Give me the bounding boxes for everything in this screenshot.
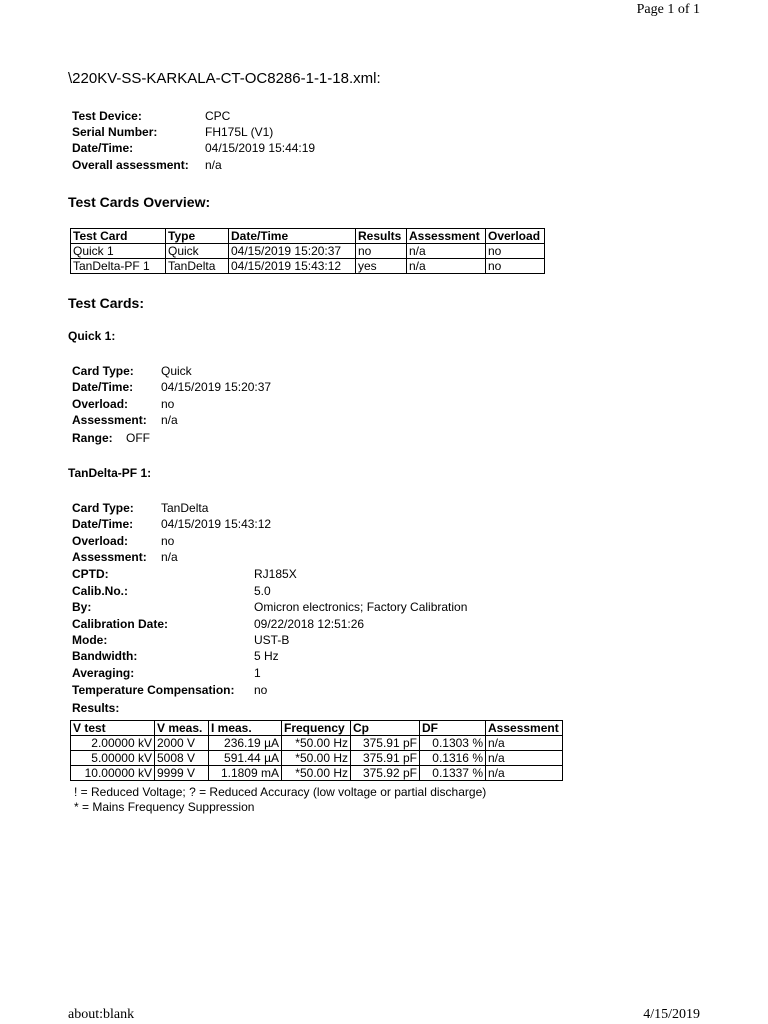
field-value: UST-B <box>254 633 290 647</box>
quick-card-heading: Quick 1: <box>68 329 116 343</box>
field-key: Serial Number: <box>72 125 158 139</box>
tandelta-param-row <box>72 665 261 681</box>
table-cell: TanDelta <box>166 259 229 274</box>
field-key: Overload: <box>72 534 129 548</box>
field-value: 5 Hz <box>254 649 279 663</box>
table-cell: 5008 V <box>155 751 209 766</box>
column-header: Date/Time <box>229 229 356 244</box>
field-value: n/a <box>205 158 222 172</box>
tandelta-field-row <box>72 516 271 532</box>
column-header: Test Card <box>71 229 166 244</box>
table-cell: 2000 V <box>155 736 209 751</box>
table-row <box>71 751 563 766</box>
device-info-row <box>72 140 315 156</box>
page-number: Page 1 of 1 <box>636 2 700 17</box>
field-key: Date/Time: <box>72 141 134 155</box>
table-cell: n/a <box>486 766 563 781</box>
tandelta-card-heading: TanDelta-PF 1: <box>68 466 152 480</box>
column-header: Frequency <box>282 721 351 736</box>
field-key: CPTD: <box>72 567 109 581</box>
field-key: Assessment: <box>72 413 147 427</box>
tandelta-param-row <box>72 682 267 698</box>
table-cell: *50.00 Hz <box>282 751 351 766</box>
table-row <box>71 259 545 274</box>
quick-field-row <box>72 396 174 412</box>
field-key: Overload: <box>72 397 129 411</box>
tandelta-param-row <box>72 566 297 582</box>
field-value: Quick <box>161 364 192 378</box>
field-key: Temperature Compensation: <box>72 683 235 697</box>
field-value: n/a <box>161 550 178 564</box>
column-header: Results <box>356 229 407 244</box>
field-value: 5.0 <box>254 584 271 598</box>
table-row <box>71 244 545 259</box>
table-cell: 10.00000 kV <box>71 766 155 781</box>
overview-heading: Test Cards Overview: <box>68 194 211 210</box>
field-value: n/a <box>161 413 178 427</box>
device-info-row <box>72 157 222 173</box>
table-header-row <box>71 229 545 244</box>
table-cell: 0.1316 % <box>420 751 486 766</box>
field-value: Omicron electronics; Factory Calibration <box>254 600 468 614</box>
tandelta-field-row <box>72 549 178 565</box>
field-value: OFF <box>126 431 150 445</box>
tandelta-param-row <box>72 583 271 599</box>
field-key: Assessment: <box>72 550 147 564</box>
field-key: Date/Time: <box>72 380 134 394</box>
field-value: no <box>254 683 268 697</box>
overview-table <box>70 228 545 274</box>
column-header: V test <box>71 721 155 736</box>
tandelta-field-row <box>72 500 208 516</box>
field-key: Range: <box>72 431 113 445</box>
table-cell: 0.1337 % <box>420 766 486 781</box>
field-value: 04/15/2019 15:44:19 <box>205 141 316 155</box>
footer-date: 4/15/2019 <box>643 1007 700 1022</box>
table-row <box>71 766 563 781</box>
quick-field-row <box>72 430 150 446</box>
test-cards-heading: Test Cards: <box>68 295 144 311</box>
table-cell: Quick 1 <box>71 244 166 259</box>
field-value: FH175L (V1) <box>205 125 274 139</box>
table-cell: n/a <box>486 736 563 751</box>
device-info-row <box>72 124 273 140</box>
table-cell: 375.91 pF <box>351 751 420 766</box>
field-key: Averaging: <box>72 666 135 680</box>
field-value: TanDelta <box>161 501 209 515</box>
table-cell: 1.1809 mA <box>209 766 282 781</box>
field-key: By: <box>72 600 92 614</box>
field-value: RJ185X <box>254 567 297 581</box>
field-key: Card Type: <box>72 364 134 378</box>
table-cell: 2.00000 kV <box>71 736 155 751</box>
table-cell: *50.00 Hz <box>282 766 351 781</box>
legend-note: ! = Reduced Voltage; ? = Reduced Accuracy (low voltage or partial discharge) <box>74 785 487 799</box>
table-cell: 236.19 µA <box>209 736 282 751</box>
results-label <box>72 700 119 716</box>
table-cell: *50.00 Hz <box>282 736 351 751</box>
column-header: Overload <box>486 229 545 244</box>
field-value: 04/15/2019 15:43:12 <box>161 517 272 531</box>
field-key: Calibration Date: <box>72 617 169 631</box>
field-value: 04/15/2019 15:20:37 <box>161 380 272 394</box>
table-cell: TanDelta-PF 1 <box>71 259 166 274</box>
results-label-text: Results: <box>72 701 120 715</box>
field-value: no <box>161 534 175 548</box>
column-header: V meas. <box>155 721 209 736</box>
tandelta-param-row <box>72 599 467 615</box>
table-cell: yes <box>356 259 407 274</box>
device-info-row <box>72 108 230 124</box>
table-header-row <box>71 721 563 736</box>
quick-field-row <box>72 412 178 428</box>
column-header: I meas. <box>209 721 282 736</box>
field-key: Bandwidth: <box>72 649 138 663</box>
results-table <box>70 720 563 781</box>
field-key: Card Type: <box>72 501 134 515</box>
table-cell: n/a <box>407 259 486 274</box>
table-cell: no <box>356 244 407 259</box>
legend-note: * = Mains Frequency Suppression <box>74 800 255 814</box>
document-title: \220KV-SS-KARKALA-CT-OC8286-1-1-18.xml: <box>68 70 381 87</box>
table-cell: 0.1303 % <box>420 736 486 751</box>
quick-field-row <box>72 379 271 395</box>
table-cell: 591.44 µA <box>209 751 282 766</box>
field-value: CPC <box>205 109 231 123</box>
column-header: Cp <box>351 721 420 736</box>
table-cell: no <box>486 244 545 259</box>
table-cell: 04/15/2019 15:43:12 <box>229 259 356 274</box>
column-header: Type <box>166 229 229 244</box>
field-key: Date/Time: <box>72 517 134 531</box>
table-cell: 04/15/2019 15:20:37 <box>229 244 356 259</box>
column-header: DF <box>420 721 486 736</box>
column-header: Assessment <box>407 229 486 244</box>
table-cell: 9999 V <box>155 766 209 781</box>
field-value: 1 <box>254 666 261 680</box>
field-key: Mode: <box>72 633 108 647</box>
table-row <box>71 736 563 751</box>
quick-field-row <box>72 363 192 379</box>
field-value: 09/22/2018 12:51:26 <box>254 617 365 631</box>
tandelta-param-row <box>72 616 364 632</box>
table-cell: n/a <box>407 244 486 259</box>
field-key: Overall assessment: <box>72 158 189 172</box>
tandelta-param-row <box>72 648 279 664</box>
tandelta-field-row <box>72 533 174 549</box>
tandelta-param-row <box>72 632 289 648</box>
column-header: Assessment <box>486 721 563 736</box>
table-cell: 375.91 pF <box>351 736 420 751</box>
field-value: no <box>161 397 175 411</box>
table-cell: 375.92 pF <box>351 766 420 781</box>
table-cell: n/a <box>486 751 563 766</box>
field-key: Test Device: <box>72 109 142 123</box>
table-cell: Quick <box>166 244 229 259</box>
table-cell: 5.00000 kV <box>71 751 155 766</box>
table-cell: no <box>486 259 545 274</box>
footer-url: about:blank <box>68 1007 135 1022</box>
field-key: Calib.No.: <box>72 584 128 598</box>
